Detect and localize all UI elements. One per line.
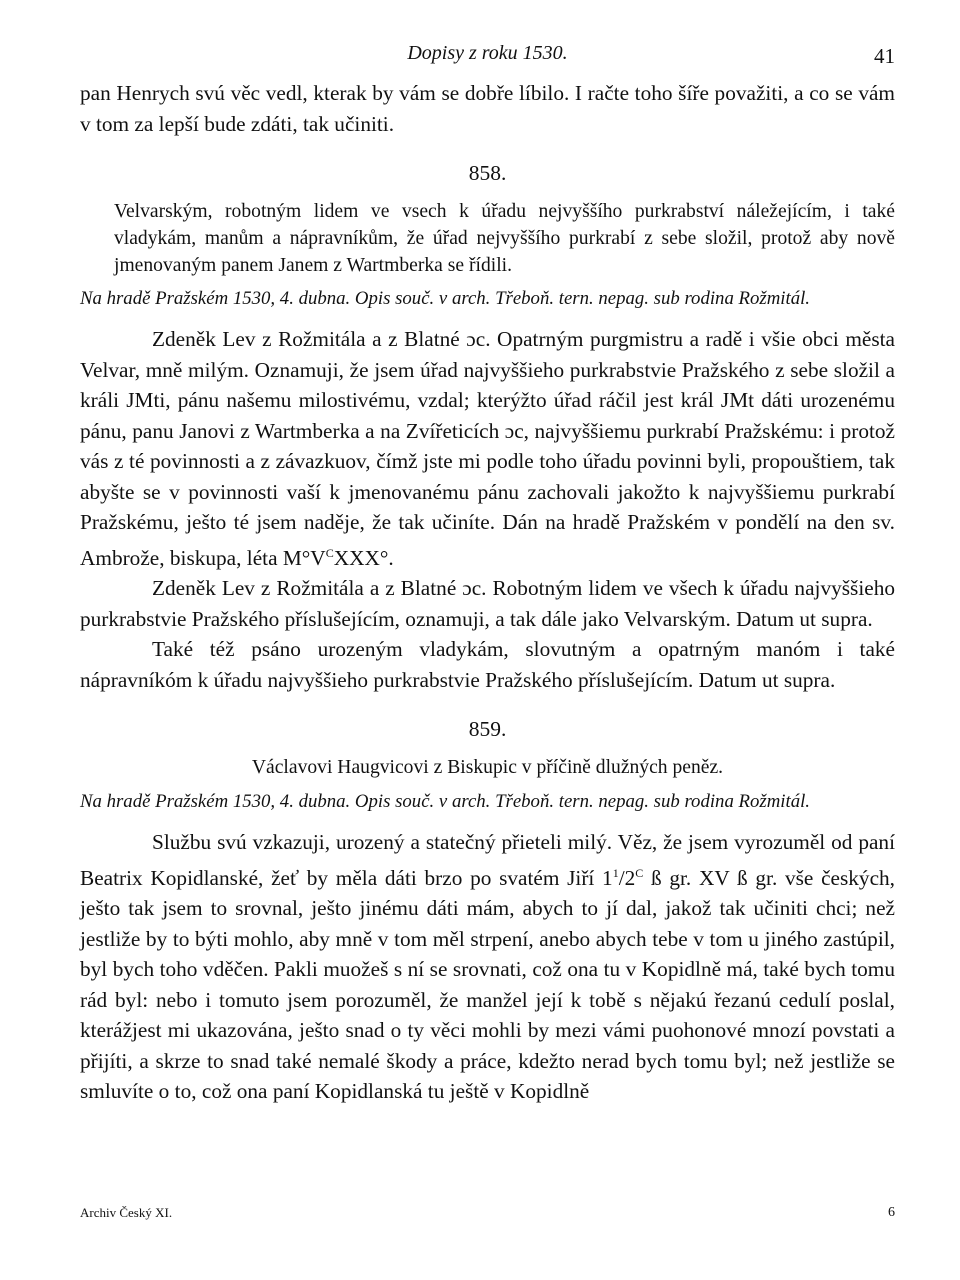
letter-paragraph (80, 324, 895, 573)
document-summary-858: Velvarským, robotným lidem ve vsech k úřadu nejvyššího purkrabství náležejícím, i také vladykám, manům a nápravníkům, že úřad nejvyššího purkrabí z sebe složil, protož aby nově jmenovaným panem Janem z Wartmberka se řídili. (114, 201, 895, 276)
carryover-paragraph: pan Henrych svú věc vedl, kterak by vám se dobře líbilo. I račte toho šíře považiti, a co se vám v tom za lepší bude zdáti, tak učiniti. (80, 81, 895, 136)
letter-text: Zdeněk Lev z Rožmitála a z Blatné ɔc. Opatrným purgmistru a radě i všie obci města Velvar, mně milým. Oznamuji, že jsem úřad najvyššieho purkrabstvie Pražského z sebe složil a králi JMti, pánu našemu milostivému, vzdal; kterýžto úřad ráčil jest král JMt dáti urozenému pánu, panu Janovi z Wartmberka a na Zvířeticích ɔc, najvyššiemu purkrabí Pražskému: i protož vás z té povinnosti a z závazkuov, čímž jste mi podle toho úřadu povinni byli, propouštiem, tak abyšte se v povinnosti vaší k jmenovanému pánu zachovali jakožto k najvyššiemu purkrabí Pražskému, ješto té jsem naděje, že tak učiníte. Dán na hradě Pražském v pondělí na den sv. Ambrože, biskupa, léta M°V (80, 327, 895, 570)
document-source-858: Na hradě Pražském 1530, 4. dubna. Opis souč. v arch. Třeboň. tern. nepag. sub rodina Rožmitál. (80, 288, 811, 309)
page-number: 41 (874, 44, 895, 68)
document-summary-859: Václavovi Haugvicovi z Biskupic v příčině dlužných peněz. (251, 757, 724, 778)
superscript: C (325, 545, 334, 560)
fraction-denominator: 2 (624, 865, 636, 890)
letter-text: XXX°. (333, 545, 394, 570)
page-footer (80, 1205, 895, 1225)
page-header (80, 38, 895, 78)
superscript: C (635, 865, 644, 880)
letter-paragraph: Zdeněk Lev z Rožmitála a z Blatné ɔc. Robotným lidem ve všech k úřadu najvyššieho purkrabstvie Pražského příslušejícím, oznamuji, a tak dále jako Velvarským. Datum ut supra. (80, 576, 895, 631)
document-number-858: 858. (468, 161, 507, 185)
page-body (80, 38, 895, 1107)
letter-text: ß gr. XV ß gr. vše českých, ješto tak jsem to srovnal, ješto jinému dáti mám, abych to jí dal, jakož tak učiniti chci; než jestliže by to býti mohlo, aby mně v tom měl strpení, anebo abych tebe v tom u jiného zastúpil, byl bych toho vděčen. Pakli muožeš s ní se srovnati, což ona tu v Kopidlně má, také bych tomu rád byl: nebo i tomuto jsem porozuměl, že manžel její k tobě s nějakú řezanú cedulí poslal, kterážjest mi ukazována, ješto snad o ty věci mohli by mezi vámi puohonové mnozí povstati a přijíti, a skrze to snad také nemalé škody a práce, kdežto nerad bych tomu byl; než jestliže se smluvíte o to, což ona paní Kopidlanská tu ještě v Kopidlně (80, 865, 895, 1103)
sheet-number: 6 (888, 1205, 895, 1220)
letter-text: Službu svú vzkazuji, urozený a statečný přieteli milý. Věz, že jsem vyrozuměl od paní Beatrix Kopidlanské, žeť by měla dáti brzo po svatém Jiří 1 (80, 830, 895, 890)
letter-paragraph: Také též psáno urozeným vladykám, slovutným a opatrným manóm i také nápravníkóm k úřadu najvyššieho purkrabstvie Pražského příslušejícím. Datum ut supra. (80, 637, 895, 692)
fraction-numerator: 1 (612, 865, 619, 880)
document-number-859: 859. (468, 717, 507, 741)
signature-mark: Archiv Český XI. (80, 1205, 173, 1220)
running-title: Dopisy z roku 1530. (407, 42, 568, 64)
document-source-859: Na hradě Pražském 1530, 4. dubna. Opis souč. v arch. Třeboň. tern. nepag. sub rodina Rožmitál. (80, 791, 811, 812)
letter-paragraph: Službu svú vzkazuji, urozený a statečný přieteli milý. Věz, že jsem vyrozuměl od paní Beatrix Kopidlanské, žeť by měla dáti brzo po svatém Jiří $1^1/2^C$ ß gr. XV ß gr. vše českých, ješto tak jsem to srovnal, ješto jinému dáti mám, abych to jí dal, jakož tak učiniti chci; než jestliže by to býti mohlo, aby mně v tom měl strpení, anebo abych tebe v tom u jiného zastúpil, byl bych toho vděčen. Pakli muožeš s ní se srovnati, což ona tu v Kopidlně má, také bych tomu rád byl: nebo i tomuto jsem porozuměl, že manžel její k tobě s nějakú řezanú cedulí poslal, kterážjest mi ukazována, ješto snad o ty věci mohli by mezi vámi puohonové mnozí povstati a přijíti, a skrze to snad také nemalé škody a práce, kdežto nerad bych tomu byl; než jestliže se smluvíte o to, což ona paní Kopidlanská tu ještě v Kopidlně (80, 830, 895, 1103)
